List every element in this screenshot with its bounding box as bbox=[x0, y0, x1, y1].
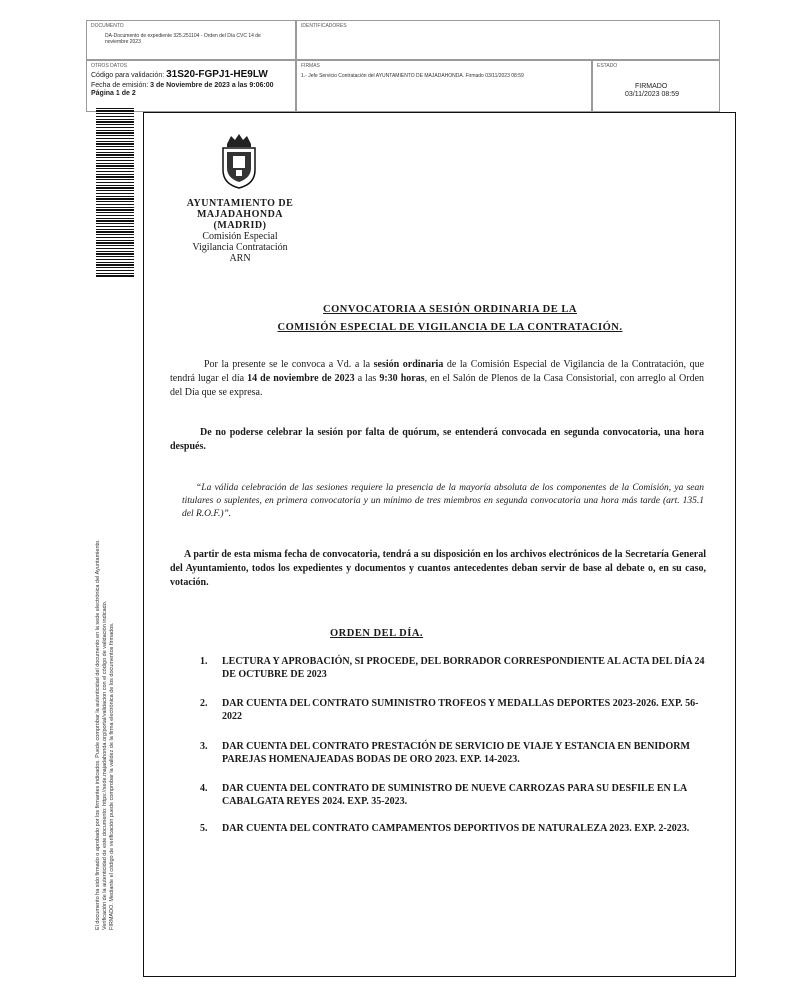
identificadores-label: IDENTIFICADORES bbox=[301, 23, 347, 29]
codigo-value: 31S20-FGPJ1-HE9LW bbox=[166, 69, 268, 80]
header-documento-box bbox=[86, 20, 296, 60]
documento-label: DOCUMENTO bbox=[91, 23, 124, 29]
paragraph-archivos: A partir de esta misma fecha de convocatoria, tendrá a su disposición en los archivos electrónicos de la Secretaría General del Ayuntamiento, todos los expedientes y documentos y cuantos antecedentes deban servir de base al debate o, en su caso, votación. bbox=[170, 549, 706, 588]
agenda-item-2: 2. DAR CUENTA DEL CONTRATO SUMINISTRO TROFEOS Y MEDALLAS DEPORTES 2023-2026. EXP. 56-2022 bbox=[200, 698, 699, 722]
org-line3: (MADRID) bbox=[213, 220, 267, 231]
barcode bbox=[96, 108, 134, 278]
organization-block bbox=[160, 198, 320, 264]
header-otros-datos-box bbox=[86, 60, 296, 112]
orden-del-dia-title: ORDEN DEL DÍA. bbox=[330, 628, 424, 639]
pagina: Página 1 de 2 bbox=[91, 90, 136, 97]
title-line2: COMISIÓN ESPECIAL DE VIGILANCIA DE LA CONTRATACIÓN. bbox=[277, 322, 623, 333]
sidebar-text-2: Verificación de la autenticidad de este documento: https://sede.majadahonda.org/portal/validacion con el código de validación indicado. bbox=[102, 600, 108, 930]
estado-date: 03/11/2023 08:59 bbox=[625, 91, 679, 98]
firma-text: 1.- Jefe Servicio Contratación del AYUNTAMIENTO DE MAJADAHONDA. Firmado 03/11/2023 08:59 bbox=[301, 73, 524, 79]
fecha-value: 3 de Noviembre de 2023 a las 9:06:00 bbox=[150, 82, 274, 89]
agenda-item-4: 4. DAR CUENTA DEL CONTRATO DE SUMINISTRO DE NUEVE CARROZAS PARA SU DESFILE EN LA CABALGATA REYES 2024. EXP. 35-2023. bbox=[200, 783, 687, 807]
documento-text: DA-Documento de expediente 325.251104 - Orden del Día CVC 14 de noviembre 2023 bbox=[105, 33, 261, 45]
estado-value: FIRMADO bbox=[635, 83, 668, 90]
coat-of-arms-icon bbox=[217, 130, 261, 190]
estado-label: ESTADO bbox=[597, 63, 618, 69]
header-identificadores-box bbox=[296, 20, 720, 60]
agenda-item-3: 3. DAR CUENTA DEL CONTRATO PRESTACIÓN DE SERVICIO DE VIAJE Y ESTANCIA EN BENIDORM PAREJAS HOMENAJEADAS BODAS DE ORO 2023. EXP. 14-2023. bbox=[200, 741, 690, 765]
title-line1: CONVOCATORIA A SESIÓN ORDINARIA DE LA bbox=[323, 304, 577, 315]
org-line2: MAJADAHONDA bbox=[196, 209, 284, 220]
paragraph-rof-quote: “La válida celebración de las sesiones requiere la presencia de la mayoría absoluta de los componentes de la Comisión, ya sean titulares o suplentes, en primera convocatoria y un mínimo de tres miembros en segunda convocatoria una hora más tarde (art. 135.1 del R.O.F.)”. bbox=[182, 483, 704, 519]
header-estado-box bbox=[592, 60, 720, 112]
paragraph-quorum: De no poderse celebrar la sesión por falta de quórum, se entenderá convocada en segunda convocatoria, una hora después. bbox=[170, 427, 704, 452]
header-firmas-box bbox=[296, 60, 592, 112]
org-line4: Comisión Especial bbox=[202, 231, 278, 242]
org-line5: Vigilancia Contratación bbox=[192, 242, 288, 253]
firmas-label: FIRMAS bbox=[301, 63, 320, 69]
paragraph-convocatoria: Por la presente se le convoca a Vd. a la sesión ordinaria de la Comisión Especial de Vigilancia de la Contratación, que tendrá lugar el día 14 de noviembre de 2023 a las 9:30 horas, en el Salón de Plenos de la Casa Consistorial, con arreglo al Orden del Día que se expresa. bbox=[170, 359, 705, 398]
sidebar-text-3: FIRMADO. Mediante el código de verificación puede comprobar la validez de la firma electrónica de los documentos firmados. bbox=[109, 622, 115, 930]
agenda-item-5: 5. DAR CUENTA DEL CONTRATO CAMPAMENTOS DEPORTIVOS DE NATURALEZA 2023. EXP. 2-2023. bbox=[200, 823, 690, 834]
otros-datos-label: OTROS DATOS bbox=[91, 63, 127, 69]
org-line6: ARN bbox=[229, 253, 251, 264]
sidebar-text-1: El documento ha sido firmado o aprobado por los firmantes indicados. Puede comprobar la autenticidad del documento en la sede electrónica del Ayuntamiento. bbox=[95, 539, 101, 930]
fecha-label: Fecha de emisión: bbox=[91, 82, 149, 89]
validation-sidebar bbox=[70, 290, 120, 930]
org-line1: AYUNTAMIENTO DE bbox=[186, 198, 294, 209]
agenda-item-1: 1. LECTURA Y APROBACIÓN, SI PROCEDE, DEL BORRADOR CORRESPONDIENTE AL ACTA DEL DÍA 24 DE OCTUBRE DE 2023 bbox=[200, 656, 705, 680]
codigo-label: Código para validación: bbox=[91, 72, 165, 79]
